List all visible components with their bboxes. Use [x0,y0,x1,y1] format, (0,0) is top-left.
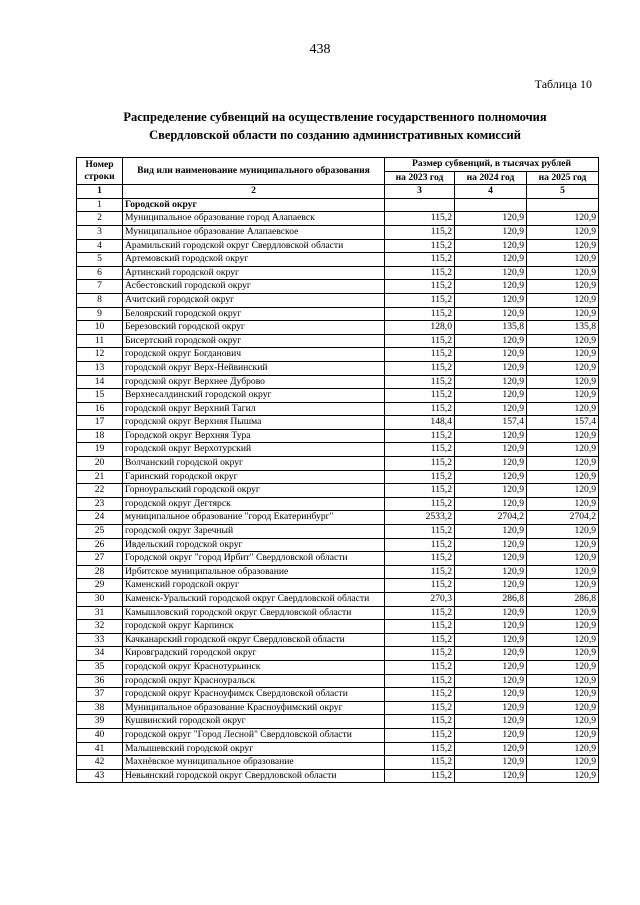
subsidy-2024: 120,9 [455,565,527,579]
row-number: 12 [77,348,123,362]
municipality-name: Невьянский городской округ Свердловской области [123,769,385,783]
subsidy-2024: 120,9 [455,660,527,674]
subsidy-2024: 120,9 [455,348,527,362]
municipality-name: Каменский городской округ [123,579,385,593]
subsidy-2024: 120,9 [455,402,527,416]
municipality-name: Ивдельский городской округ [123,538,385,552]
row-number: 33 [77,633,123,647]
subsidy-2025: 120,9 [527,660,599,674]
subsidy-2025: 120,9 [527,457,599,471]
municipality-name: Белоярский городской округ [123,307,385,321]
header-year-2025: на 2025 год [527,171,599,185]
subsidy-2023: 115,2 [385,620,455,634]
subsidy-2024: 120,9 [455,375,527,389]
table-row [77,728,599,742]
row-number: 20 [77,457,123,471]
subsidy-2024: 120,9 [455,239,527,253]
subsidy-2023: 148,4 [385,416,455,430]
subsidy-2023: 115,2 [385,457,455,471]
subsidy-2023: 115,2 [385,756,455,770]
municipality-name: городской округ Верхний Тагил [123,402,385,416]
header-row-1 [77,158,599,172]
row-number: 24 [77,511,123,525]
subsidy-2023: 115,2 [385,647,455,661]
subsidy-2025: 120,9 [527,334,599,348]
subsidy-2023: 115,2 [385,334,455,348]
table-row [77,660,599,674]
table-row [77,742,599,756]
row-number: 9 [77,307,123,321]
subsidy-2024: 120,9 [455,728,527,742]
subsidy-2024: 120,9 [455,742,527,756]
row-number: 35 [77,660,123,674]
subsidy-2023: 128,0 [385,321,455,335]
row-number: 1 [77,198,123,212]
row-number: 41 [77,742,123,756]
subsidy-2025: 120,9 [527,525,599,539]
municipality-name: городской округ Верх-Нейвинский [123,361,385,375]
subsidy-2023: 115,2 [385,660,455,674]
municipality-name: Городской округ "город Ирбит" Свердловской области [123,552,385,566]
row-number: 36 [77,674,123,688]
row-number: 23 [77,497,123,511]
row-number: 39 [77,715,123,729]
table-row [77,307,599,321]
row-number: 15 [77,389,123,403]
subsidy-2023: 115,2 [385,552,455,566]
subsidy-2023: 115,2 [385,443,455,457]
municipality-name: городской округ Красноуральск [123,674,385,688]
row-number: 16 [77,402,123,416]
subsidy-2025: 120,9 [527,361,599,375]
subsidy-2024: 157,4 [455,416,527,430]
row-number: 2 [77,212,123,226]
row-number: 21 [77,470,123,484]
row-number: 25 [77,525,123,539]
table-row [77,225,599,239]
table-row [77,429,599,443]
municipality-name: Камышловский городской округ Свердловской области [123,606,385,620]
subsidy-2024: 120,9 [455,443,527,457]
table-body [77,198,599,783]
row-number: 34 [77,647,123,661]
title-line-2: Свердловской области по созданию административных комиссий [149,128,521,142]
subsidy-2025: 286,8 [527,593,599,607]
subsidy-2023: 115,2 [385,307,455,321]
row-number: 6 [77,266,123,280]
row-number: 26 [77,538,123,552]
table-row [77,688,599,702]
row-number: 37 [77,688,123,702]
subsidy-2025: 120,9 [527,212,599,226]
municipality-name: Верхнесалдинский городской округ [123,389,385,403]
header-municipality-name: Вид или наименование муниципального образования [123,158,385,185]
empty-cell [385,198,455,212]
table-row [77,348,599,362]
subsidy-2023: 115,2 [385,253,455,267]
row-number: 7 [77,280,123,294]
subsidy-2025: 2704,2 [527,511,599,525]
document-title [60,108,610,144]
subsidy-2023: 115,2 [385,402,455,416]
row-number: 22 [77,484,123,498]
subsidy-2025: 120,9 [527,348,599,362]
table-row [77,375,599,389]
table-row [77,293,599,307]
municipality-name: Городской округ Верхняя Тура [123,429,385,443]
table-row [77,633,599,647]
municipality-name: городской округ Верхнее Дуброво [123,375,385,389]
subsidy-2023: 115,2 [385,715,455,729]
subsidy-2024: 135,8 [455,321,527,335]
subsidy-2025: 120,9 [527,280,599,294]
table-row [77,212,599,226]
subsidy-2023: 115,2 [385,579,455,593]
subsidy-2025: 120,9 [527,565,599,579]
subsidy-2024: 120,9 [455,212,527,226]
subsidy-2024: 120,9 [455,756,527,770]
subsidy-2023: 115,2 [385,525,455,539]
subsidy-2023: 115,2 [385,484,455,498]
subsidy-2024: 120,9 [455,307,527,321]
row-number: 27 [77,552,123,566]
table-row [77,484,599,498]
table-row [77,606,599,620]
page-number: 438 [309,42,331,57]
subsidy-2025: 120,9 [527,470,599,484]
row-number: 28 [77,565,123,579]
header-row-number: Номер строки [77,158,123,185]
subsidy-2025: 135,8 [527,321,599,335]
subsidy-2023: 115,2 [385,565,455,579]
municipality-name: Волчанский городской округ [123,457,385,471]
table-row [77,538,599,552]
municipality-name: городской округ "Город Лесной" Свердловской области [123,728,385,742]
subsidy-2024: 120,9 [455,701,527,715]
subsidy-2024: 120,9 [455,457,527,471]
subsidy-2024: 120,9 [455,334,527,348]
table-row [77,266,599,280]
row-number: 11 [77,334,123,348]
municipality-name: городской округ Красноуфимск Свердловской области [123,688,385,702]
subsidy-2023: 270,3 [385,593,455,607]
municipality-name: городской округ Дегтярск [123,497,385,511]
row-number: 19 [77,443,123,457]
subsidy-2025: 120,9 [527,293,599,307]
table-row [77,769,599,783]
subsidy-2025: 120,9 [527,402,599,416]
table-row [77,593,599,607]
empty-cell [455,198,527,212]
municipality-name: Муниципальное образование Алапаевское [123,225,385,239]
subsidy-2024: 286,8 [455,593,527,607]
municipality-name: Кушвинский городской округ [123,715,385,729]
table-row [77,715,599,729]
header-year-2024: на 2024 год [455,171,527,185]
subsidy-2024: 120,9 [455,389,527,403]
row-number: 13 [77,361,123,375]
table-row [77,620,599,634]
column-number: 5 [527,185,599,199]
municipality-name: Ачитский городской округ [123,293,385,307]
subsidy-2024: 120,9 [455,688,527,702]
subsidy-2025: 120,9 [527,389,599,403]
subsidy-2024: 120,9 [455,525,527,539]
municipality-name: Арамильский городской округ Свердловской области [123,239,385,253]
subsidy-2024: 120,9 [455,715,527,729]
subsidy-2024: 120,9 [455,253,527,267]
table-row [77,457,599,471]
table-row [77,552,599,566]
column-number: 1 [77,185,123,199]
subsidy-2025: 120,9 [527,552,599,566]
table-row [77,470,599,484]
table-row [77,511,599,525]
table-row [77,443,599,457]
row-number: 4 [77,239,123,253]
table-row [77,334,599,348]
row-number: 8 [77,293,123,307]
subsidy-2024: 120,9 [455,769,527,783]
municipality-name: Горноуральский городской округ [123,484,385,498]
table-row [77,701,599,715]
table-row [77,416,599,430]
subsidy-2025: 120,9 [527,239,599,253]
subsidy-2025: 120,9 [527,606,599,620]
subsidy-2024: 2704,2 [455,511,527,525]
subsidy-2025: 120,9 [527,497,599,511]
subsidy-2023: 2533,2 [385,511,455,525]
row-number: 18 [77,429,123,443]
municipality-name: Ирбитское муниципальное образование [123,565,385,579]
row-number: 14 [77,375,123,389]
table-row [77,497,599,511]
subsidy-2023: 115,2 [385,633,455,647]
subsidy-2023: 115,2 [385,769,455,783]
row-number: 3 [77,225,123,239]
subsidy-table [76,157,599,783]
subsidy-2023: 115,2 [385,674,455,688]
subsidy-2025: 157,4 [527,416,599,430]
municipality-name: Качканарский городской округ Свердловской области [123,633,385,647]
subsidy-2025: 120,9 [527,225,599,239]
municipality-name: Махнёвское муниципальное образование [123,756,385,770]
subsidy-2025: 120,9 [527,688,599,702]
municipality-name: городской округ Краснотурьинск [123,660,385,674]
municipality-name: городской округ Карпинск [123,620,385,634]
subsidy-2023: 115,2 [385,225,455,239]
municipality-name: городской округ Заречный [123,525,385,539]
subsidy-2025: 120,9 [527,429,599,443]
subsidy-2025: 120,9 [527,253,599,267]
municipality-name: Артемовский городской округ [123,253,385,267]
column-number: 4 [455,185,527,199]
municipality-name: городской округ Богданович [123,348,385,362]
subsidy-2024: 120,9 [455,647,527,661]
subsidy-2024: 120,9 [455,225,527,239]
table-row [77,402,599,416]
table-row [77,389,599,403]
subsidy-2025: 120,9 [527,443,599,457]
municipality-name: Артинский городской округ [123,266,385,280]
subsidy-2025: 120,9 [527,484,599,498]
title-line-1: Распределение субвенций на осуществление государственного полномочия [123,110,547,124]
header-subsidy-size: Размер субвенций, в тысячах рублей [385,158,599,172]
subsidy-2024: 120,9 [455,293,527,307]
subsidy-2025: 120,9 [527,266,599,280]
subsidy-2024: 120,9 [455,552,527,566]
table-label: Таблица 10 [534,77,592,91]
municipality-name: городской округ Верхотурский [123,443,385,457]
section-row [77,198,599,212]
subsidy-2025: 120,9 [527,307,599,321]
table-row [77,756,599,770]
row-number: 17 [77,416,123,430]
subsidy-2024: 120,9 [455,620,527,634]
municipality-name: Муниципальное образование Красноуфимский округ [123,701,385,715]
subsidy-2025: 120,9 [527,769,599,783]
subsidy-2024: 120,9 [455,429,527,443]
subsidy-2023: 115,2 [385,470,455,484]
subsidy-2024: 120,9 [455,606,527,620]
subsidy-2025: 120,9 [527,620,599,634]
subsidy-2023: 115,2 [385,701,455,715]
subsidy-2024: 120,9 [455,280,527,294]
subsidy-2023: 115,2 [385,497,455,511]
municipality-name: муниципальное образование "город Екатеринбург" [123,511,385,525]
table-row [77,525,599,539]
table-row [77,321,599,335]
subsidy-2025: 120,9 [527,715,599,729]
subsidy-2023: 115,2 [385,348,455,362]
row-number: 10 [77,321,123,335]
subsidy-2025: 120,9 [527,756,599,770]
subsidy-2024: 120,9 [455,497,527,511]
empty-cell [527,198,599,212]
table-row [77,674,599,688]
subsidy-2024: 120,9 [455,484,527,498]
row-number: 43 [77,769,123,783]
section-name: Городской округ [123,198,385,212]
row-number: 42 [77,756,123,770]
subsidy-2025: 120,9 [527,701,599,715]
subsidy-2023: 115,2 [385,538,455,552]
subsidy-2023: 115,2 [385,389,455,403]
row-number: 30 [77,593,123,607]
subsidy-2025: 120,9 [527,538,599,552]
subsidy-2024: 120,9 [455,674,527,688]
municipality-name: Бисертский городской округ [123,334,385,348]
municipality-name: городской округ Верхняя Пышма [123,416,385,430]
column-number: 3 [385,185,455,199]
subsidy-2025: 120,9 [527,579,599,593]
subsidy-2025: 120,9 [527,674,599,688]
subsidy-2023: 115,2 [385,212,455,226]
subsidy-2023: 115,2 [385,280,455,294]
municipality-name: Малышевский городской округ [123,742,385,756]
municipality-name: Гаринский городской округ [123,470,385,484]
subsidy-2023: 115,2 [385,293,455,307]
row-number: 31 [77,606,123,620]
subsidy-2025: 120,9 [527,633,599,647]
subsidy-2023: 115,2 [385,728,455,742]
table-row [77,579,599,593]
municipality-name: Кировградский городской округ [123,647,385,661]
subsidy-2024: 120,9 [455,266,527,280]
municipality-name: Березовский городской округ [123,321,385,335]
subsidy-2023: 115,2 [385,266,455,280]
subsidy-2023: 115,2 [385,606,455,620]
row-number: 38 [77,701,123,715]
subsidy-2024: 120,9 [455,470,527,484]
row-number: 29 [77,579,123,593]
subsidy-2025: 120,9 [527,375,599,389]
table-row [77,361,599,375]
subsidy-2024: 120,9 [455,633,527,647]
subsidy-2024: 120,9 [455,361,527,375]
table-row [77,280,599,294]
subsidy-2023: 115,2 [385,375,455,389]
table-row [77,239,599,253]
header-year-2023: на 2023 год [385,171,455,185]
subsidy-2023: 115,2 [385,742,455,756]
municipality-name: Муниципальное образование город Алапаевск [123,212,385,226]
subsidy-2023: 115,2 [385,361,455,375]
subsidy-2024: 120,9 [455,579,527,593]
municipality-name: Асбестовский городской округ [123,280,385,294]
subsidy-2025: 120,9 [527,728,599,742]
table-row [77,253,599,267]
subsidy-2025: 120,9 [527,647,599,661]
table-row [77,565,599,579]
subsidy-2025: 120,9 [527,742,599,756]
column-number: 2 [123,185,385,199]
row-number: 5 [77,253,123,267]
subsidy-2023: 115,2 [385,688,455,702]
table-row [77,647,599,661]
column-numbering-row [77,185,599,199]
subsidy-2024: 120,9 [455,538,527,552]
subsidy-2023: 115,2 [385,429,455,443]
row-number: 40 [77,728,123,742]
subsidy-2023: 115,2 [385,239,455,253]
municipality-name: Каменск-Уральский городской округ Свердловской области [123,593,385,607]
row-number: 32 [77,620,123,634]
